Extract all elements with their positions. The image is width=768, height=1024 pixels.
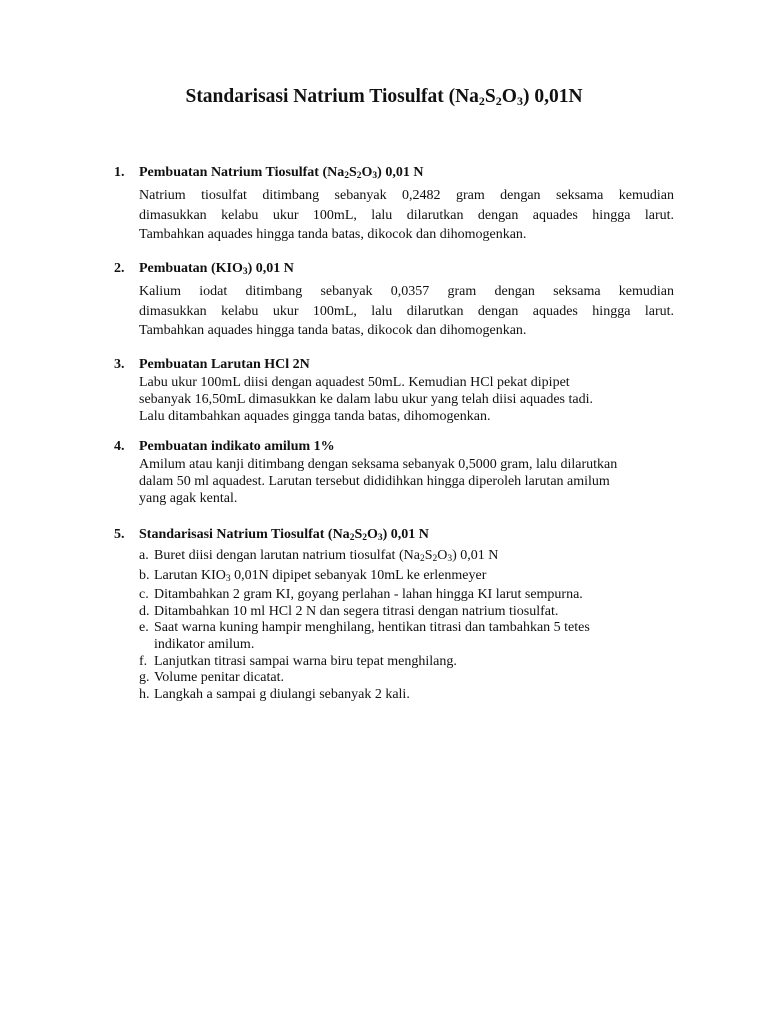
- list-item: c. Ditambahkan 2 gram KI, goyang perlahan - lahan hingga KI larut sempurna.: [139, 587, 583, 603]
- list-item: g. Volume penitar dicatat.: [139, 670, 284, 686]
- document-title: Standarisasi Natrium Tiosulfat $(Na_2S_2O_3)$ 0,01N: [185, 86, 583, 108]
- section-body: Natrium tiosulfat ditimbang sebanyak 0,2482 gram dengan seksama kemudian dimasukkan kelabu ukur 100mL, lalu dilarutkan dengan aquades hingga larut. Tambahkan aquades hingga tanda batas, dikocok dan dihomogenkan.: [139, 188, 674, 243]
- section-heading: 4. Pembuatan indikato amilum 1%: [114, 439, 335, 454]
- list-item: a. Buret diisi dengan larutan natrium tiosulfat $(Na_2S_2O_3)$ 0,01 N: [139, 548, 499, 564]
- list-item: b. Larutan $KIO_3$ 0,01N dipipet sebanyak 10mL ke erlenmeyer: [139, 567, 487, 584]
- section-heading: 5. Standarisasi Natrium Tiosulfat $(Na_2S_2O_3)$ 0,01 N: [114, 527, 429, 543]
- section-heading: 2. Pembuatan $(KIO_3)$ 0,01 N: [114, 261, 294, 277]
- section-1: [114, 163, 674, 245]
- list-item: f. Lanjutkan titrasi sampai warna biru tepat menghilang.: [139, 653, 457, 669]
- section-body: Kalium iodat ditimbang sebanyak 0,0357 gram dengan seksama kemudian dimasukkan kelabu ukur 100mL, lalu dilarutkan dengan aquades hingga larut. Tambahkan aquades hingga tanda batas, dikocok dan dihomogenkan.: [139, 284, 674, 339]
- list-item: e. Saat warna kuning hampir menghilang, hentikan titrasi dan tambahkan 5 tetes indikator amilum.: [139, 620, 590, 652]
- list-item: d. Ditambahkan 10 ml HCl 2 N dan segera titrasi dengan natrium tiosulfat.: [139, 603, 559, 619]
- list-item: h. Langkah a sampai g diulangi sebanyak 2 kali.: [139, 686, 410, 702]
- section-heading: 1. Pembuatan Natrium Tiosulfat $(Na_2S_2O_3)$ 0,01 N: [114, 165, 424, 181]
- section-4: [114, 437, 674, 507]
- section-heading: 3. Pembuatan Larutan HCl 2N: [114, 357, 310, 372]
- section-5: [114, 525, 674, 703]
- section-2: [114, 259, 674, 341]
- section-body: Amilum atau kanji ditimbang dengan seksama sebanyak 0,5000 gram, lalu dilarutkan dalam 50 ml aquadest. Larutan tersebut dididihkan hingga diperoleh larutan amilum yang agak kental.: [139, 457, 618, 506]
- section-3: [114, 355, 674, 425]
- procedure-steps: [139, 548, 674, 703]
- section-body: Labu ukur 100mL diisi dengan aquadest 50mL. Kemudian HCl pekat dipipet sebanyak 16,50mL dimasukkan ke dalam labu ukur yang telah diisi aquades tadi. Lalu ditambahkan aquades gingga tanda batas, dihomogenkan.: [139, 375, 593, 424]
